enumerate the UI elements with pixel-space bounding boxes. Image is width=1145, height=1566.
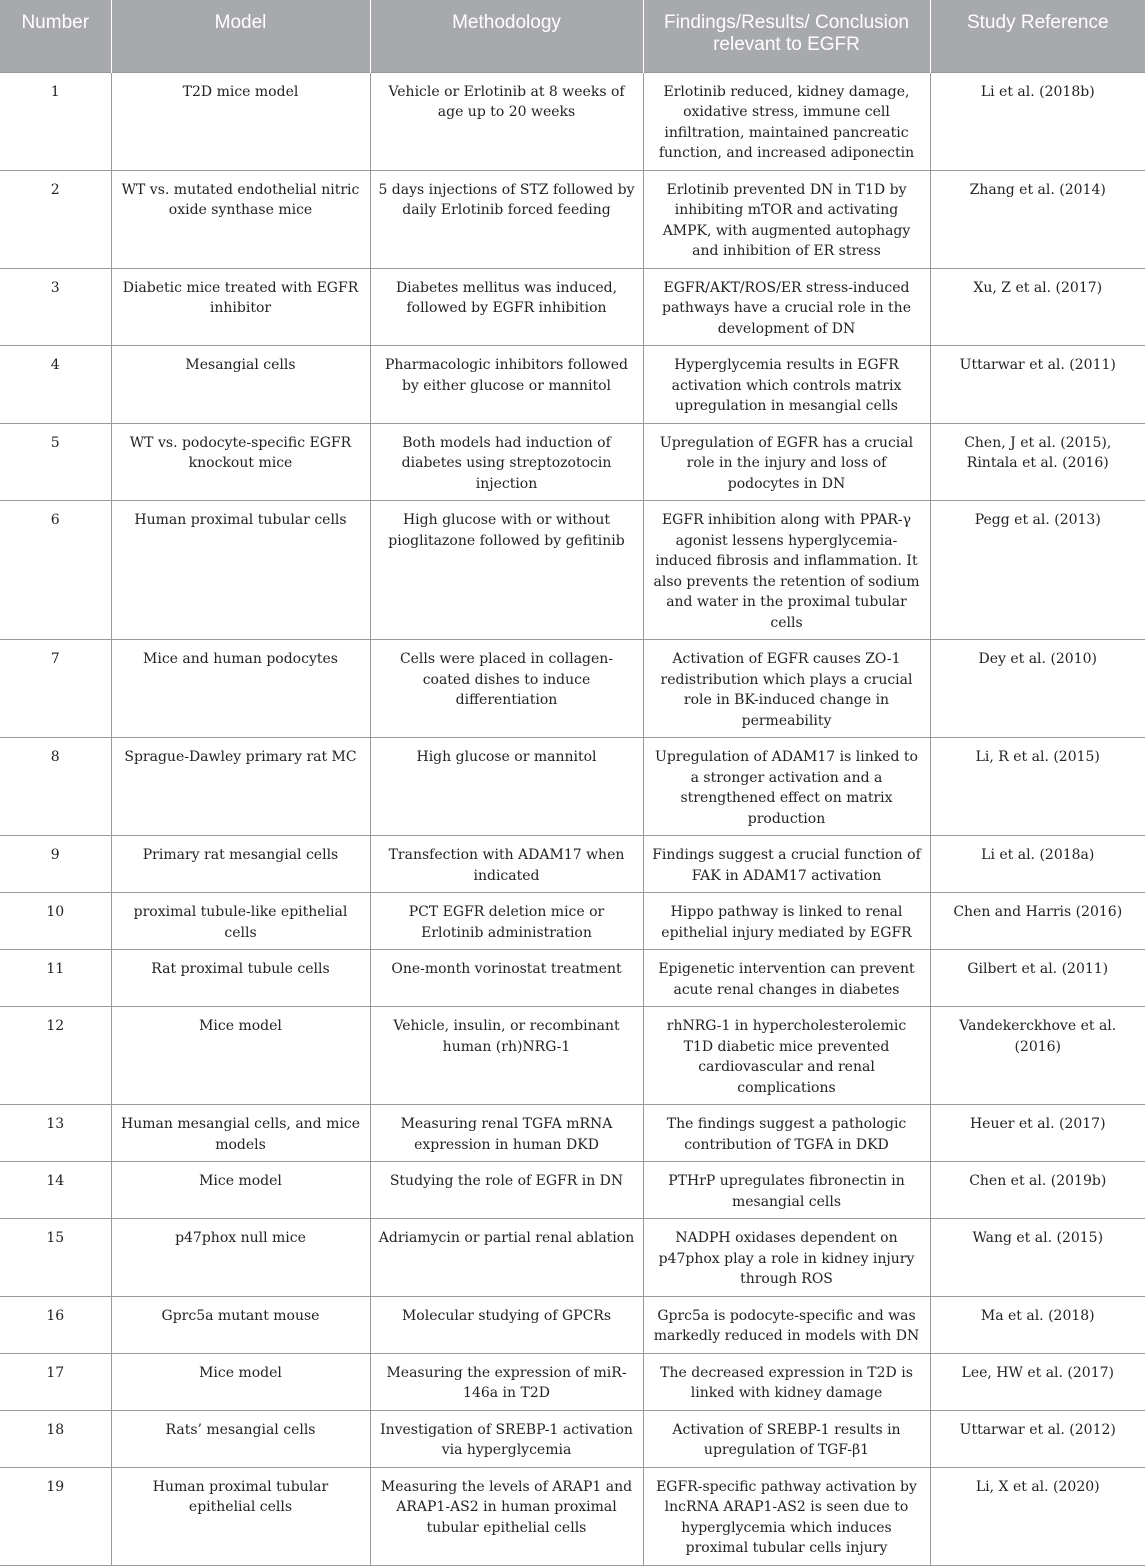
cell-model: Mice model [111,1353,370,1410]
table-row [0,836,1145,893]
cell-methodology: Vehicle or Erlotinib at 8 weeks of age up to 20 weeks [370,72,643,170]
cell-model: Human mesangial cells, and mice models [111,1105,370,1162]
cell-findings: NADPH oxidases dependent on p47phox play a role in kidney injury through ROS [643,1219,930,1297]
cell-number: 10 [0,893,111,950]
cell-number: 16 [0,1296,111,1353]
cell-methodology: Both models had induction of diabetes using streptozotocin injection [370,423,643,501]
cell-model: WT vs. podocyte-specific EGFR knockout mice [111,423,370,501]
header-row [0,0,1145,72]
cell-findings: The findings suggest a pathologic contribution of TGFA in DKD [643,1105,930,1162]
cell-study-reference: Wang et al. (2015) [930,1219,1145,1297]
cell-model: Mice model [111,1007,370,1105]
cell-study-reference: Xu, Z et al. (2017) [930,268,1145,346]
cell-model: WT vs. mutated endothelial nitric oxide synthase mice [111,170,370,268]
cell-study-reference: Li, X et al. (2020) [930,1467,1145,1565]
cell-model: Diabetic mice treated with EGFR inhibitor [111,268,370,346]
cell-model: proximal tubule-like epithelial cells [111,893,370,950]
table-row [0,423,1145,501]
cell-findings: Activation of SREBP-1 results in upregulation of TGF-β1 [643,1410,930,1467]
cell-methodology: Measuring the levels of ARAP1 and ARAP1-AS2 in human proximal tubular epithelial cells [370,1467,643,1565]
cell-findings: Erlotinib prevented DN in T1D by inhibiting mTOR and activating AMPK, with augmented autophagy and inhibition of ER stress [643,170,930,268]
cell-model: Rat proximal tubule cells [111,950,370,1007]
table-row [0,1007,1145,1105]
cell-methodology: Measuring the expression of miR-146a in T2D [370,1353,643,1410]
cell-study-reference: Li et al. (2018b) [930,72,1145,170]
cell-study-reference: Gilbert et al. (2011) [930,950,1145,1007]
table-row [0,72,1145,170]
table-row [0,1105,1145,1162]
cell-methodology: One-month vorinostat treatment [370,950,643,1007]
header-study-reference: Study Reference [930,0,1145,72]
cell-number: 6 [0,501,111,640]
table-row [0,950,1145,1007]
cell-study-reference: Heuer et al. (2017) [930,1105,1145,1162]
cell-model: Gprc5a mutant mouse [111,1296,370,1353]
cell-findings: Hippo pathway is linked to renal epithelial injury mediated by EGFR [643,893,930,950]
header-findings: Findings/Results/ Conclusion relevant to EGFR [643,0,930,72]
cell-number: 12 [0,1007,111,1105]
cell-findings: Upregulation of ADAM17 is linked to a stronger activation and a strengthened effect on matrix production [643,738,930,836]
cell-model: Rats’ mesangial cells [111,1410,370,1467]
cell-number: 9 [0,836,111,893]
cell-number: 17 [0,1353,111,1410]
cell-model: Human proximal tubular epithelial cells [111,1467,370,1565]
cell-methodology: Transfection with ADAM17 when indicated [370,836,643,893]
table-row [0,1353,1145,1410]
cell-study-reference: Chen et al. (2019b) [930,1162,1145,1219]
table-row [0,346,1145,424]
cell-methodology: Molecular studying of GPCRs [370,1296,643,1353]
cell-number: 13 [0,1105,111,1162]
cell-findings: Gprc5a is podocyte-specific and was markedly reduced in models with DN [643,1296,930,1353]
cell-methodology: 5 days injections of STZ followed by daily Erlotinib forced feeding [370,170,643,268]
cell-number: 18 [0,1410,111,1467]
cell-findings: Erlotinib reduced, kidney damage, oxidative stress, immune cell infiltration, maintained pancreatic function, and increased adiponectin [643,72,930,170]
cell-findings: Hyperglycemia results in EGFR activation which controls matrix upregulation in mesangial cells [643,346,930,424]
cell-methodology: PCT EGFR deletion mice or Erlotinib administration [370,893,643,950]
cell-methodology: Diabetes mellitus was induced, followed by EGFR inhibition [370,268,643,346]
cell-number: 5 [0,423,111,501]
table-row [0,640,1145,738]
cell-methodology: Pharmacologic inhibitors followed by either glucose or mannitol [370,346,643,424]
table-row [0,738,1145,836]
header-model: Model [111,0,370,72]
cell-model: Mice model [111,1162,370,1219]
cell-model: p47phox null mice [111,1219,370,1297]
cell-number: 8 [0,738,111,836]
cell-study-reference: Uttarwar et al. (2012) [930,1410,1145,1467]
cell-model: Mesangial cells [111,346,370,424]
table-row [0,268,1145,346]
table-row [0,1162,1145,1219]
cell-number: 7 [0,640,111,738]
cell-findings: EGFR inhibition along with PPAR-γ agonist lessens hyperglycemia-induced fibrosis and inflammation. It also prevents the retention of sodium and water in the proximal tubular cells [643,501,930,640]
cell-findings: rhNRG-1 in hypercholesterolemic T1D diabetic mice prevented cardiovascular and renal complications [643,1007,930,1105]
cell-number: 14 [0,1162,111,1219]
cell-findings: Upregulation of EGFR has a crucial role in the injury and loss of podocytes in DN [643,423,930,501]
cell-study-reference: Pegg et al. (2013) [930,501,1145,640]
cell-number: 3 [0,268,111,346]
table-row [0,1296,1145,1353]
table-header [0,0,1145,72]
cell-study-reference: Vandekerckhove et al. (2016) [930,1007,1145,1105]
cell-model: Primary rat mesangial cells [111,836,370,893]
cell-study-reference: Li et al. (2018a) [930,836,1145,893]
cell-model: T2D mice model [111,72,370,170]
cell-study-reference: Li, R et al. (2015) [930,738,1145,836]
cell-methodology: Cells were placed in collagen-coated dishes to induce differentiation [370,640,643,738]
cell-study-reference: Dey et al. (2010) [930,640,1145,738]
cell-methodology: Measuring renal TGFA mRNA expression in human DKD [370,1105,643,1162]
cell-study-reference: Uttarwar et al. (2011) [930,346,1145,424]
table-row [0,1410,1145,1467]
cell-number: 2 [0,170,111,268]
cell-study-reference: Chen, J et al. (2015), Rintala et al. (2016) [930,423,1145,501]
cell-number: 15 [0,1219,111,1297]
cell-findings: Epigenetic intervention can prevent acute renal changes in diabetes [643,950,930,1007]
cell-number: 11 [0,950,111,1007]
table-row [0,501,1145,640]
header-number: Number [0,0,111,72]
cell-findings: EGFR/AKT/ROS/ER stress-induced pathways have a crucial role in the development of DN [643,268,930,346]
cell-study-reference: Chen and Harris (2016) [930,893,1145,950]
cell-model: Sprague-Dawley primary rat MC [111,738,370,836]
cell-findings: EGFR-specific pathway activation by lncRNA ARAP1-AS2 is seen due to hyperglycemia which induces proximal tubular cells injury [643,1467,930,1565]
cell-methodology: Vehicle, insulin, or recombinant human (rh)NRG-1 [370,1007,643,1105]
table-row [0,1219,1145,1297]
cell-number: 1 [0,72,111,170]
table-row [0,893,1145,950]
cell-model: Human proximal tubular cells [111,501,370,640]
table-row [0,1467,1145,1565]
cell-methodology: Adriamycin or partial renal ablation [370,1219,643,1297]
table-row [0,170,1145,268]
cell-study-reference: Ma et al. (2018) [930,1296,1145,1353]
cell-findings: Findings suggest a crucial function of FAK in ADAM17 activation [643,836,930,893]
cell-findings: Activation of EGFR causes ZO-1 redistribution which plays a crucial role in BK-induced change in permeability [643,640,930,738]
cell-model: Mice and human podocytes [111,640,370,738]
cell-methodology: High glucose with or without pioglitazone followed by gefitinib [370,501,643,640]
cell-methodology: Studying the role of EGFR in DN [370,1162,643,1219]
cell-study-reference: Zhang et al. (2014) [930,170,1145,268]
cell-findings: The decreased expression in T2D is linked with kidney damage [643,1353,930,1410]
header-methodology: Methodology [370,0,643,72]
cell-methodology: Investigation of SREBP-1 activation via hyperglycemia [370,1410,643,1467]
cell-findings: PTHrP upregulates fibronectin in mesangial cells [643,1162,930,1219]
table-body [0,72,1145,1565]
cell-methodology: High glucose or mannitol [370,738,643,836]
cell-number: 19 [0,1467,111,1565]
cell-number: 4 [0,346,111,424]
cell-study-reference: Lee, HW et al. (2017) [930,1353,1145,1410]
